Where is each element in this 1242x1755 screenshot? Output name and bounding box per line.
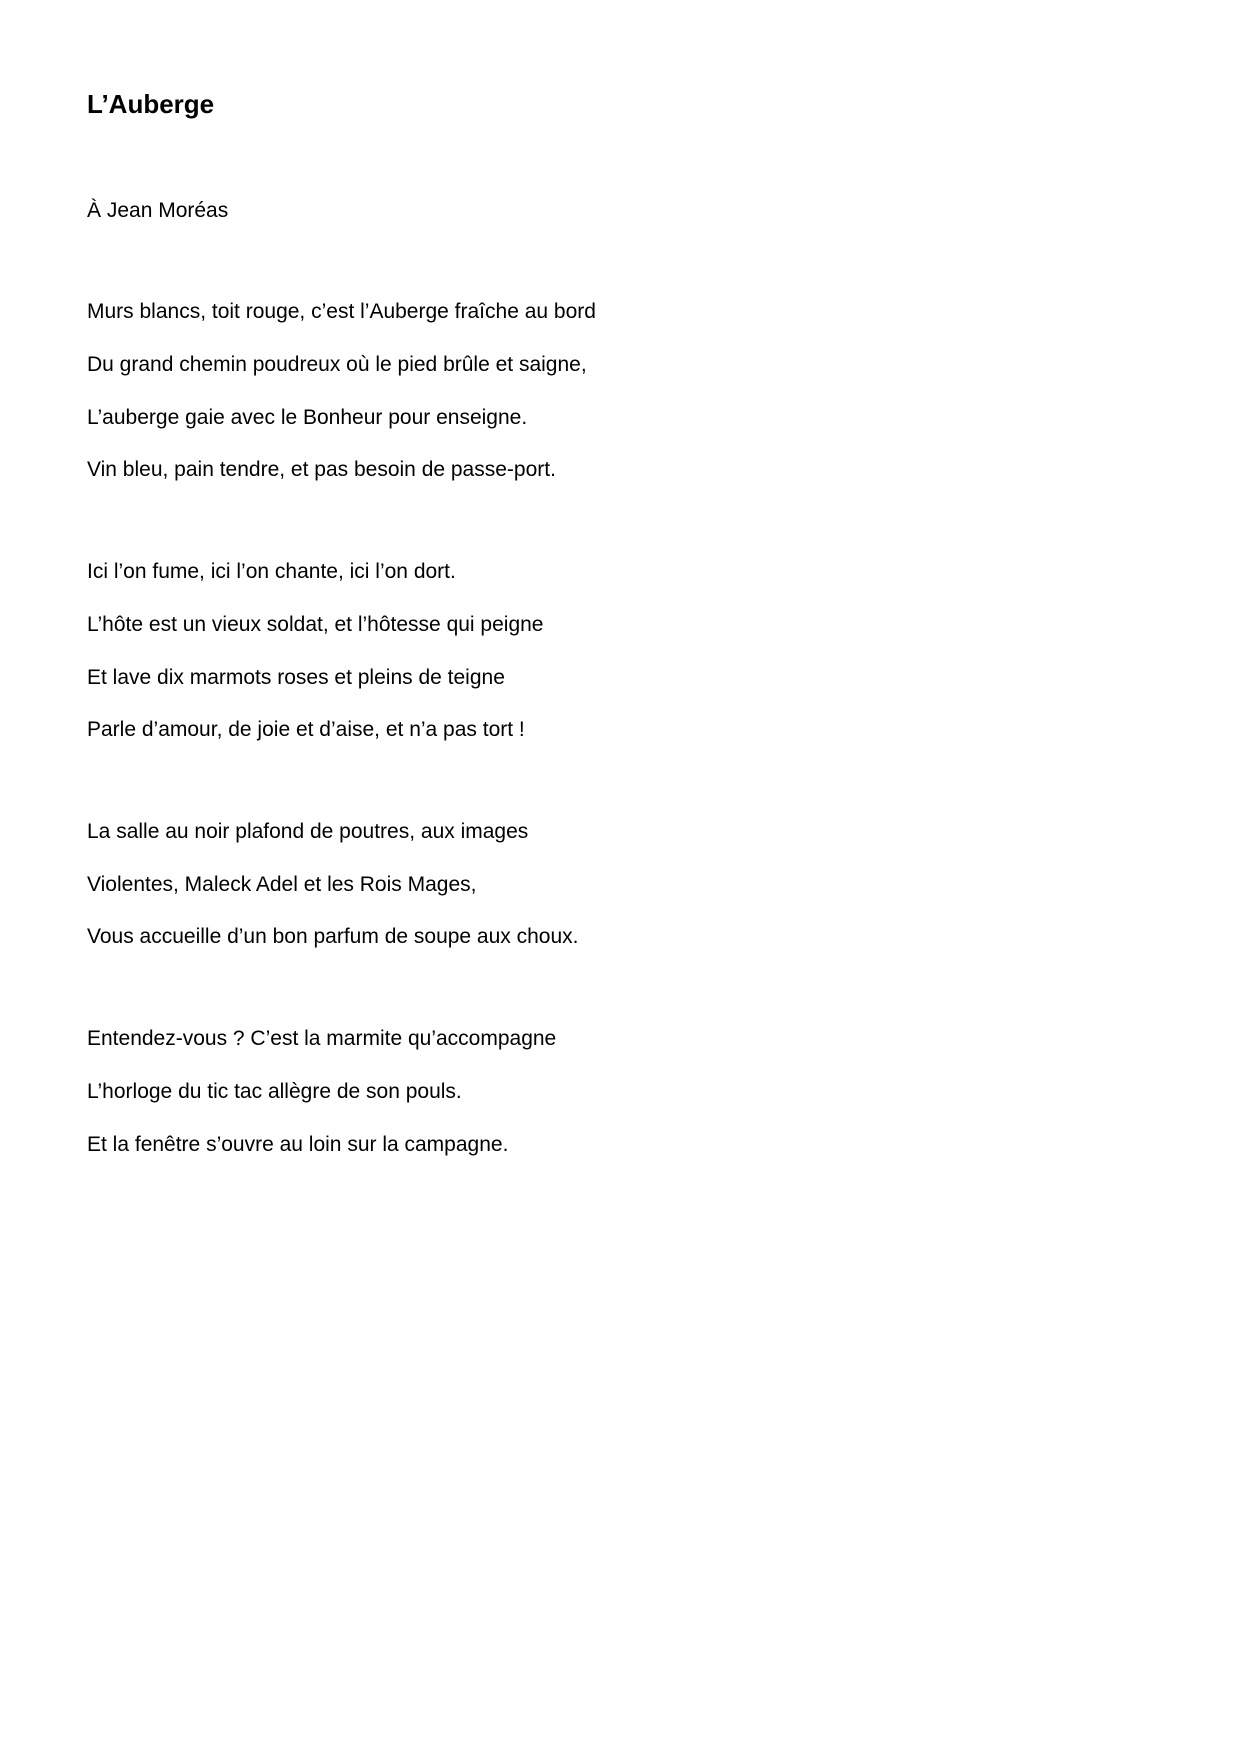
verse-line: Murs blancs, toit rouge, c’est l’Auberge fraîche au bord — [87, 300, 596, 323]
verse-line: Vin bleu, pain tendre, et pas besoin de passe-port. — [87, 458, 556, 481]
verse-line: L’auberge gaie avec le Bonheur pour enseigne. — [87, 406, 528, 429]
verse-line: L’hôte est un vieux soldat, et l’hôtesse qui peigne — [87, 613, 544, 636]
poem-title: L’Auberge — [87, 89, 215, 119]
verse-line: Ici l’on fume, ici l’on chante, ici l’on dort. — [87, 560, 456, 583]
verse-line: Entendez-vous ? C’est la marmite qu’accompagne — [87, 1027, 557, 1050]
verse-line: Et la fenêtre s’ouvre au loin sur la campagne. — [87, 1133, 509, 1156]
verse-line: Du grand chemin poudreux où le pied brûle et saigne, — [87, 353, 587, 376]
verse-line: La salle au noir plafond de poutres, aux images — [87, 820, 529, 843]
verse-line: Et lave dix marmots roses et pleins de teigne — [87, 666, 505, 689]
verse-line: Vous accueille d’un bon parfum de soupe aux choux. — [87, 925, 579, 948]
verse-line: Parle d’amour, de joie et d’aise, et n’a pas tort ! — [87, 718, 525, 741]
verse-line: L’horloge du tic tac allègre de son pouls. — [87, 1080, 462, 1103]
poem-dedication: À Jean Moréas — [87, 199, 229, 222]
verse-line: Violentes, Maleck Adel et les Rois Mages, — [87, 873, 477, 896]
